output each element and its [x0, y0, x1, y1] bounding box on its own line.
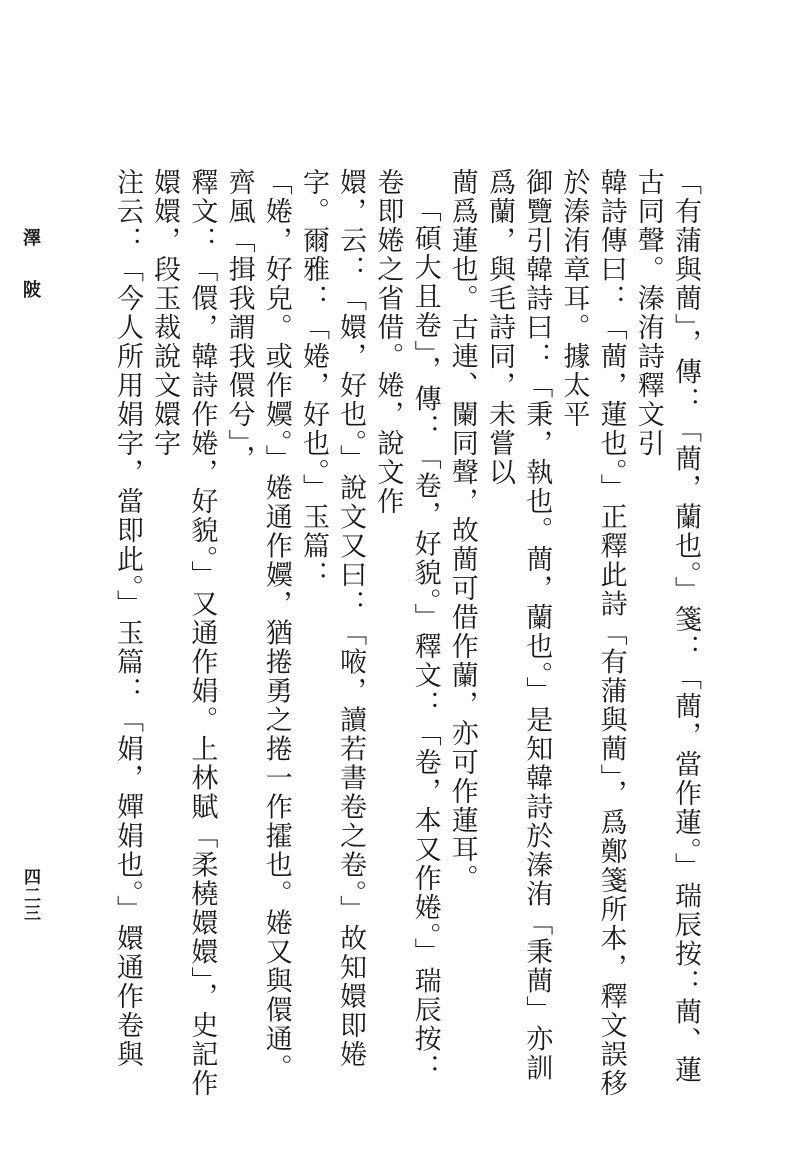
text-column: 御覽引韓詩曰：「秉，執也。蕳，蘭也。」是知韓詩於溱洧「秉蕳」亦訓爲蘭，與毛詩同，未嘗以 [483, 168, 553, 1083]
text-column: 蕳爲蓮也。古連、闌同聲，故蕳可借作蘭，亦可作蓮耳。 [446, 168, 478, 893]
text-column: 釋文：「儇，韓詩作婘，好貌。」又通作娟。上林賦「柔橈嬛嬛」，史記作嬛嬛，段玉裁說文嬛字 [149, 168, 218, 1098]
running-header-title: 澤 陂 [20, 228, 41, 313]
text-column: 韓詩傳曰：「蕳，蓮也。」正釋此詩「有蒲與蕳」，爲鄭箋所本，釋文誤移於溱洧章耳。據太平 [558, 168, 627, 1098]
text-column: 注云：「今人所用娟字，當即此。」玉篇：「娟，嬋娟也。」嬛通作卷與 [111, 168, 143, 1069]
text-column: 「有蒲與蕳」，傳：「蕳，蘭也。」箋：「蕳，當作蓮。」瑞辰按：蕳、蓮古同聲。溱洧詩釋文引 [632, 168, 701, 1085]
commentary-text [108, 168, 704, 1108]
text-column: 「碩大且卷」，傳：「卷，好貌。」釋文：「卷，本又作婘。」瑞辰按：卷即婘之省借。婘，說文作 [372, 168, 441, 1083]
page-number: 四二三 [20, 868, 40, 922]
text-column: 嬛，云：「嬛，好也。」說文又曰：「㖡，讀若書卷之卷。」故知嬛即婘字。爾雅：「婘，好也。」玉篇： [297, 168, 367, 1069]
text-column: 「婘，好皃。或作嬽。」婘通作嬽，猶捲勇之捲一作攉也。婘又與儇通。齊風「揖我謂我儇兮」， [223, 168, 292, 1083]
